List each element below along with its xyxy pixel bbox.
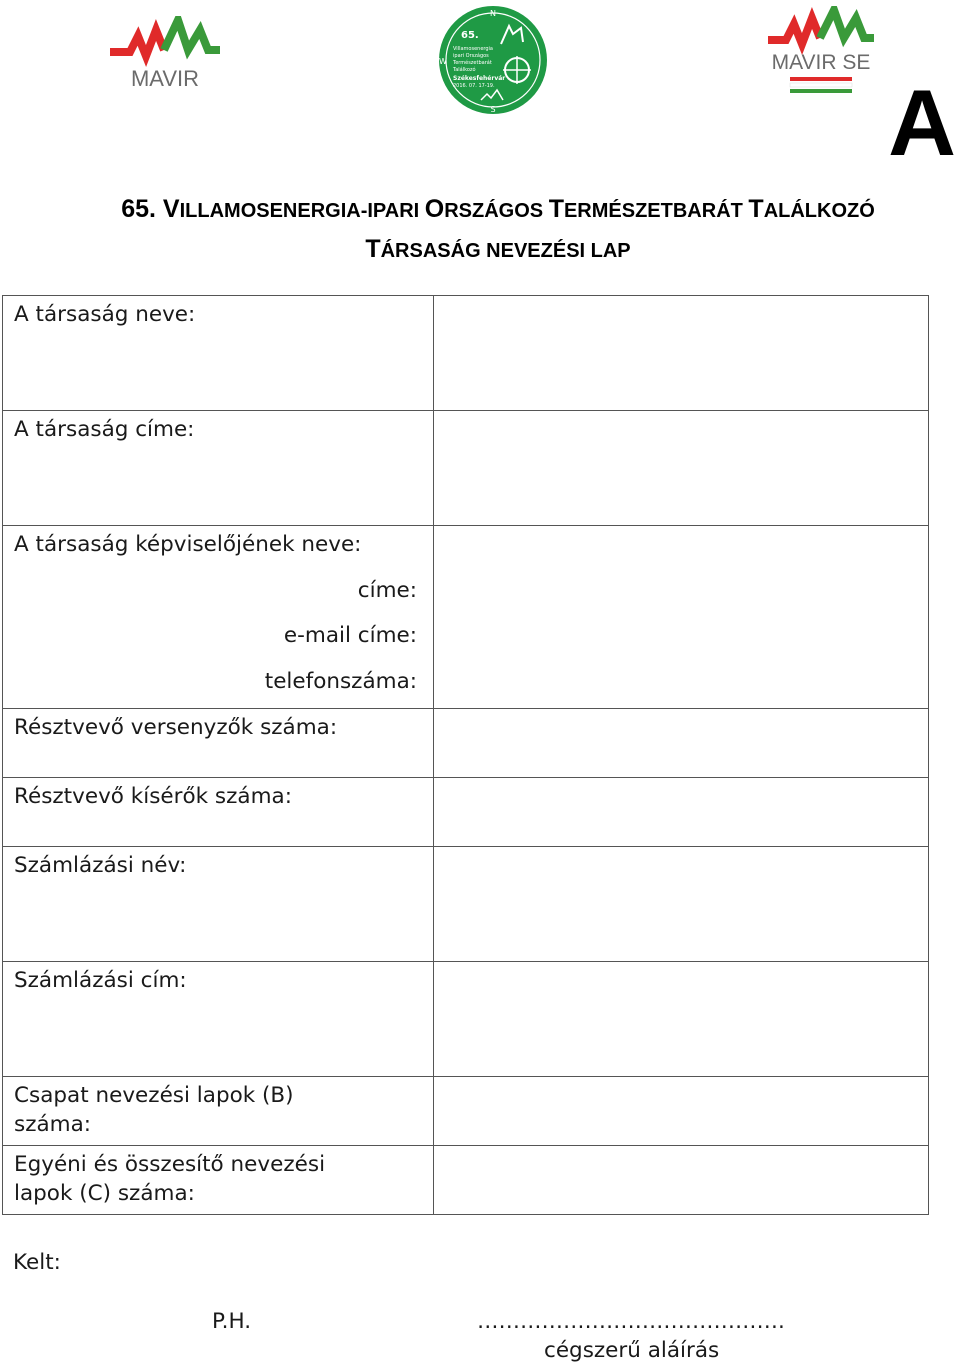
date-label: Kelt: [13, 1250, 61, 1275]
representative-labels [3, 526, 434, 709]
signature-label: cégszerű aláírás [544, 1338, 720, 1363]
stamp-label: P.H. [212, 1309, 252, 1334]
form-letter: A [888, 70, 956, 175]
signature-line[interactable]: ……………………………………. [477, 1309, 785, 1334]
individual-sheets-label-line-2: lapok (C) száma: [14, 1181, 195, 1206]
billing-name-label: Számlázási név: [3, 847, 434, 962]
rep-address-label: címe: [357, 577, 417, 603]
company-name-field[interactable] [434, 296, 929, 411]
team-sheets-label-line-2: száma: [14, 1112, 92, 1137]
table-row [3, 526, 929, 709]
company-address-label: A társaság címe: [3, 411, 434, 526]
team-sheets-label-line-1: Csapat nevezési lapok (B) [14, 1083, 294, 1108]
title-word: TÁRSASÁG NEVEZÉSI LAP [365, 235, 631, 263]
entry-form-table [2, 295, 929, 1215]
table-row [3, 296, 929, 411]
badge-date: 2016. 07. 17-19. [453, 83, 495, 89]
company-name-label: A társaság neve: [3, 296, 434, 411]
individual-sheets-label-line-1: Egyéni és összesítő nevezési [14, 1152, 326, 1177]
companions-label: Résztvevő kísérők száma: [3, 778, 434, 847]
mavir-logo [108, 16, 222, 92]
title-line-1 [0, 195, 960, 224]
title-word: VILLAMOSENERGIA-IPARI [162, 195, 425, 223]
badge-line-1: Villamosenergia [453, 46, 493, 52]
table-row [3, 709, 929, 778]
compass-w: W [439, 57, 447, 66]
badge-line-3: Természetbarát [453, 60, 492, 66]
title-word: TALÁLKOZÓ [748, 195, 875, 223]
title-word: TERMÉSZETBARÁT [548, 195, 749, 223]
individual-sheets-label [3, 1146, 434, 1215]
table-row [3, 778, 929, 847]
title-word: 65. [121, 195, 163, 223]
billing-address-field[interactable] [434, 962, 929, 1077]
team-sheets-label [3, 1077, 434, 1146]
badge-number: 65. [461, 30, 479, 41]
title-line-2 [0, 235, 960, 264]
compass-s: S [490, 105, 496, 114]
table-row [3, 411, 929, 526]
table-row [3, 847, 929, 962]
mavir-se-logo [766, 6, 876, 96]
individual-sheets-field[interactable] [434, 1146, 929, 1215]
table-row [3, 962, 929, 1077]
title-word: ORSZÁGOS [424, 195, 549, 223]
rep-email-label: e-mail címe: [283, 623, 417, 648]
representative-field[interactable] [434, 526, 929, 709]
competitors-label: Résztvevő versenyzők száma: [3, 709, 434, 778]
mavir-logo-text: MAVIR [130, 66, 200, 91]
table-row [3, 1146, 929, 1215]
badge-city: Székesfehérvár [453, 75, 506, 82]
rep-phone-label: telefonszáma: [264, 668, 417, 694]
billing-address-label: Számlázási cím: [3, 962, 434, 1077]
team-sheets-field[interactable] [434, 1077, 929, 1146]
compass-n: N [490, 9, 496, 18]
badge-line-4: Találkozó [453, 67, 476, 73]
badge-line-2: ipari Országos [453, 53, 489, 59]
rep-name-label: A társaság képviselőjének neve: [14, 532, 362, 557]
companions-field[interactable] [434, 778, 929, 847]
mavir-se-logo-text: MAVIR SE [771, 51, 871, 74]
billing-name-field[interactable] [434, 847, 929, 962]
event-badge [437, 4, 549, 116]
competitors-field[interactable] [434, 709, 929, 778]
table-row [3, 1077, 929, 1146]
company-address-field[interactable] [434, 411, 929, 526]
